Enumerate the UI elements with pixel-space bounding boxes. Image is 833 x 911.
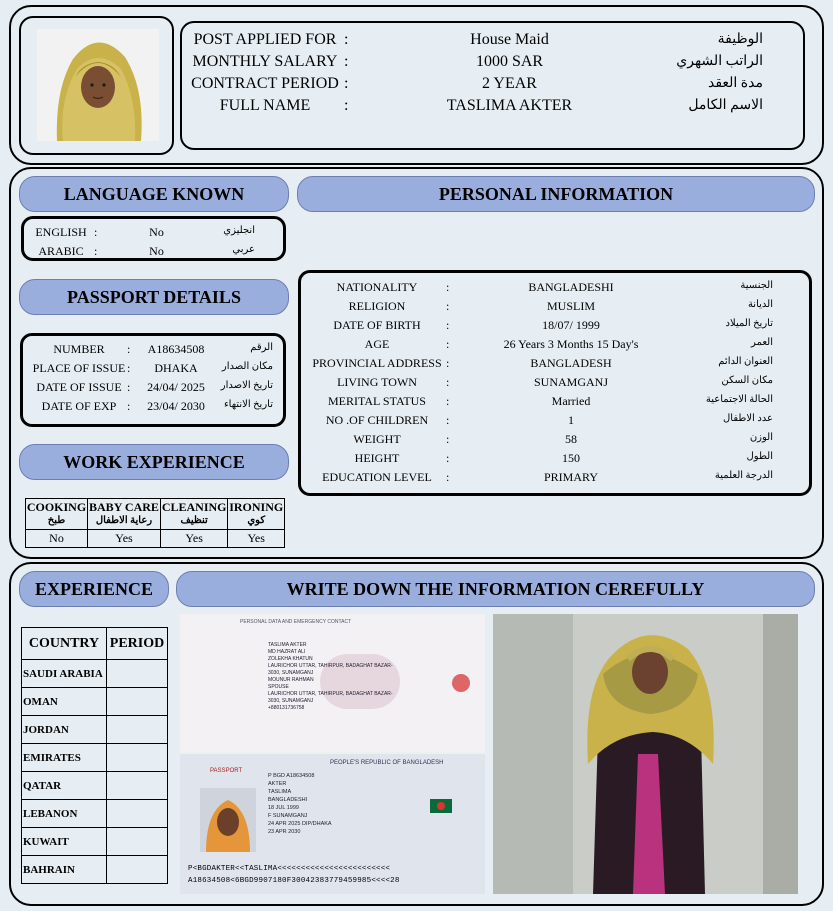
personal-value: Married [551, 394, 591, 408]
personal-colon: : [446, 432, 450, 446]
passport-bio-line: 18 JUL 1999 [268, 805, 299, 811]
header-label: FULL NAME [219, 97, 311, 114]
skill-header [26, 499, 88, 530]
personal-colon: : [446, 280, 450, 294]
period-cell [107, 716, 168, 744]
skill-value: Yes [88, 530, 161, 548]
personal-row [301, 318, 809, 337]
passport-label: PLACE OF ISSUE [32, 361, 126, 375]
personal-arabic: عدد الاطفال [723, 413, 773, 424]
country-row [22, 744, 168, 772]
passport-value: 24/04/ 2025 [147, 380, 205, 394]
country-row [22, 828, 168, 856]
header-row [182, 31, 803, 53]
personal-label: LIVING TOWN [337, 375, 417, 389]
country-name: EMIRATES [22, 744, 107, 772]
country-name: OMAN [22, 688, 107, 716]
personal-arabic: الوزن [749, 432, 773, 443]
personal-label: AGE [364, 337, 390, 351]
skill-name: COOKING [26, 500, 87, 514]
personal-colon: : [446, 375, 450, 389]
passport-arabic: الرقم [250, 342, 273, 353]
work-skills-table [25, 498, 285, 548]
personal-colon: : [446, 470, 450, 484]
header-arabic: الاسم الكامل [688, 98, 763, 113]
passport-data-line: 3030, SUNAMGANJ [268, 698, 314, 704]
skill-header [228, 499, 285, 530]
language-row [24, 225, 283, 244]
personal-box [298, 270, 812, 496]
passport-value: DHAKA [154, 361, 198, 375]
personal-colon: : [446, 356, 450, 370]
personal-value: MUSLIM [546, 299, 595, 313]
language-arabic: انجليزي [223, 225, 255, 236]
country-name: KUWAIT [22, 828, 107, 856]
language-colon: : [94, 225, 98, 239]
period-cell [107, 800, 168, 828]
banner-title: WRITE DOWN THE INFORMATION CEREFULLY [176, 571, 815, 607]
passport-bio-header: PEOPLE'S REPUBLIC OF BANGLADESH [330, 760, 444, 766]
personal-row [301, 394, 809, 413]
passport-arabic: تاريخ الانتهاء [223, 399, 273, 410]
header-row [182, 97, 803, 119]
header-arabic: الوظيفة [717, 32, 763, 47]
header-row [182, 53, 803, 75]
country-row [22, 688, 168, 716]
personal-colon: : [446, 413, 450, 427]
passport-data-line: MD HAZRAT ALI [268, 649, 306, 655]
personal-arabic: الديانة [747, 299, 773, 310]
passport-bio-line: P BGD A18634508 [268, 773, 315, 779]
passport-label: DATE OF ISSUE [36, 380, 122, 394]
country-name: QATAR [22, 772, 107, 800]
personal-label: EDUCATION LEVEL [322, 470, 432, 484]
passport-data-line: LAURICHOR UTTAR, TAHIRPUR, BADAGHAT BAZAR- [268, 691, 393, 697]
personal-label: RELIGION [348, 299, 406, 313]
passport-colon: : [127, 380, 131, 394]
passport-colon: : [127, 399, 131, 413]
passport-bio-line: BANGLADESHI [268, 797, 308, 803]
personal-label: MERITAL STATUS [328, 394, 426, 408]
language-value: No [149, 225, 164, 239]
passport-data-page [180, 614, 485, 752]
period-cell [107, 744, 168, 772]
flag-icon [430, 799, 452, 813]
passport-data-line: TASLIMA AKTER [268, 642, 307, 648]
passport-label: NUMBER [53, 342, 105, 356]
personal-colon: : [446, 318, 450, 332]
country-name: JORDAN [22, 716, 107, 744]
work-title: WORK EXPERIENCE [19, 444, 289, 480]
personal-value: PRIMARY [543, 470, 599, 484]
personal-label: PROVINCIAL ADDRESS [312, 356, 442, 370]
passport-colon: : [127, 361, 131, 375]
personal-arabic: مكان السكن [721, 375, 773, 386]
personal-arabic: تاريخ الميلاد [725, 318, 773, 329]
passport-title: PASSPORT DETAILS [19, 279, 289, 315]
passport-scan [180, 614, 485, 894]
personal-value: 150 [562, 451, 580, 465]
language-box [21, 216, 286, 261]
header-colon: : [344, 53, 349, 70]
header-row [182, 75, 803, 97]
personal-value: 18/07/ 1999 [542, 318, 600, 332]
period-header: PERIOD [107, 628, 168, 660]
passport-arabic: مكان الصدار [221, 361, 273, 372]
period-cell [107, 772, 168, 800]
passport-data-line: +880131736758 [268, 705, 305, 711]
passport-seal [452, 674, 470, 692]
language-row [24, 244, 283, 263]
personal-row [301, 280, 809, 299]
personal-arabic: الطول [746, 451, 773, 462]
passport-bio-line: 23 APR 2030 [268, 829, 301, 835]
passport-row [23, 380, 283, 399]
passport-mrz-1: P<BGDAKTER<<TASLIMA<<<<<<<<<<<<<<<<<<<<<<<< [188, 865, 391, 873]
period-cell [107, 856, 168, 884]
passport-photo [200, 788, 256, 852]
header-value: House Maid [470, 31, 549, 48]
skill-header [160, 499, 228, 530]
language-title: LANGUAGE KNOWN [19, 176, 289, 212]
language-arabic: عربي [232, 244, 255, 255]
personal-arabic: الدرجة العلمية [714, 470, 773, 481]
language-label: ENGLISH [35, 225, 87, 239]
skill-arabic: كوي [247, 515, 266, 526]
personal-row [301, 375, 809, 394]
country-row [22, 856, 168, 884]
personal-title: PERSONAL INFORMATION [297, 176, 815, 212]
passport-box [20, 333, 286, 427]
country-row [22, 660, 168, 688]
personal-value: SUNAMGANJ [533, 375, 608, 389]
skill-value: No [26, 530, 88, 548]
personal-row [301, 337, 809, 356]
passport-arabic: تاريخ الاصدار [220, 380, 273, 391]
passport-data-line: ZOLEKHA KHATUN [268, 656, 313, 662]
personal-value: BANGLADESHI [528, 280, 614, 294]
period-cell [107, 688, 168, 716]
country-row [22, 772, 168, 800]
personal-colon: : [446, 337, 450, 351]
full-body-photo [493, 614, 798, 894]
passport-value: 23/04/ 2030 [147, 399, 205, 413]
passport-data-line: LAURICHOR UTTAR, TAHIRPUR, BADAGHAT BAZAR- [268, 663, 393, 669]
personal-label: WEIGHT [353, 432, 401, 446]
personal-row [301, 356, 809, 375]
passport-tag: PASSPORT [210, 768, 243, 774]
header-label: CONTRACT PERIOD [191, 75, 339, 92]
country-row [22, 716, 168, 744]
personal-arabic: العمر [751, 337, 773, 348]
language-value: No [149, 244, 164, 258]
personal-row [301, 413, 809, 432]
header-colon: : [344, 31, 349, 48]
post-info-box [180, 21, 805, 150]
country-name: BAHRAIN [22, 856, 107, 884]
header-label: POST APPLIED FOR [193, 31, 337, 48]
header-label: MONTHLY SALARY [192, 53, 338, 70]
country-header: COUNTRY [22, 628, 107, 660]
personal-colon: : [446, 299, 450, 313]
country-row [22, 800, 168, 828]
personal-value: 1 [568, 413, 574, 427]
personal-arabic: الحالة الاجتماعية [705, 394, 773, 405]
personal-label: NO .OF CHILDREN [325, 413, 429, 427]
skill-arabic: طبخ [47, 515, 66, 526]
header-colon: : [344, 75, 349, 92]
period-cell [107, 828, 168, 856]
header-arabic: مدة العقد [707, 76, 763, 91]
personal-row [301, 451, 809, 470]
passport-bio-line: TASLIMA [268, 789, 292, 795]
personal-value: BANGLADESH [530, 356, 612, 370]
skill-value: Yes [228, 530, 285, 548]
language-label: ARABIC [38, 244, 84, 258]
passport-data-line: SPOUSE [268, 684, 289, 690]
personal-row [301, 470, 809, 489]
passport-row [23, 361, 283, 380]
header-value: 2 YEAR [482, 75, 537, 92]
personal-row [301, 432, 809, 451]
personal-arabic: العنوان الدائم [718, 356, 773, 367]
photo-frame [19, 16, 174, 155]
personal-value: 58 [565, 432, 577, 446]
language-colon: : [94, 244, 98, 258]
passport-data-line: 3030, SUNAMGANJ [268, 670, 314, 676]
personal-colon: : [446, 394, 450, 408]
skill-value: Yes [160, 530, 228, 548]
passport-label: DATE OF EXP [41, 399, 117, 413]
personal-colon: : [446, 451, 450, 465]
header-colon: : [344, 97, 349, 114]
passport-data-line: MOUNUR RAHMAN [268, 677, 314, 683]
passport-mrz-2: A18634508<6BGD9907180F30042383779459985<<<<28 [188, 877, 400, 885]
country-table [21, 627, 168, 884]
experience-title: EXPERIENCE [19, 571, 169, 607]
header-arabic: الراتب الشهري [676, 54, 763, 69]
header-value: 1000 SAR [475, 53, 544, 70]
country-name: SAUDI ARABIA [22, 660, 107, 688]
passport-bio-page [180, 754, 485, 894]
skill-arabic: تنظيف [180, 515, 208, 526]
personal-label: HEIGHT [354, 451, 400, 465]
passport-bio-line: 24 APR 2025 DIP/DHAKA [268, 821, 332, 827]
skill-name: BABY CARE [89, 500, 159, 514]
applicant-photo [37, 29, 159, 141]
personal-value: 26 Years 3 Months 15 Day's [503, 337, 639, 351]
passport-bio-line: F SUNAMGANJ [268, 813, 308, 819]
personal-arabic: الجنسية [740, 280, 773, 291]
skill-name: IRONING [229, 500, 284, 514]
skill-name: CLEANING [161, 500, 227, 514]
period-cell [107, 660, 168, 688]
skill-arabic: رعاية الاطفال [95, 515, 153, 526]
country-name: LEBANON [22, 800, 107, 828]
personal-row [301, 299, 809, 318]
passport-row [23, 342, 283, 361]
personal-label: NATIONALITY [336, 280, 418, 294]
header-value: TASLIMA AKTER [446, 97, 573, 114]
passport-bio-line: AKTER [268, 781, 287, 787]
skill-header [88, 499, 161, 530]
passport-data-header: PERSONAL DATA AND EMERGENCY CONTACT [240, 619, 352, 625]
passport-value: A18634508 [147, 342, 205, 356]
passport-row [23, 399, 283, 418]
passport-colon: : [127, 342, 131, 356]
personal-label: DATE OF BIRTH [333, 318, 421, 332]
